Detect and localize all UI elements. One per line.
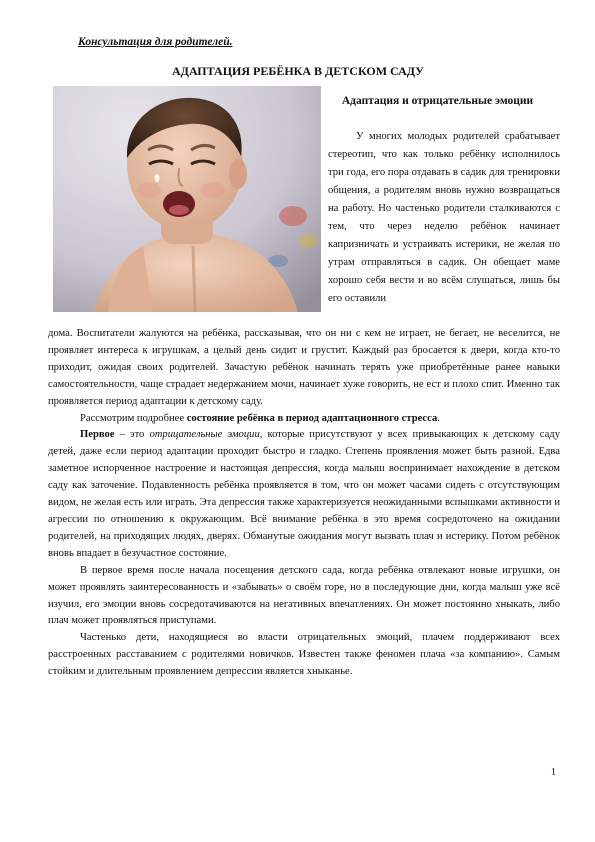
emotions-paragraph xyxy=(48,427,560,562)
crying-child-photo xyxy=(53,86,321,312)
emotions-text: , которые присутствуют у всех привыкающих к детскому саду детей, даже если период адаптации проходит быстро и гладко. Степень проявления может быть разной. Едва заметное испорченное настроение и настоящая депрессия, когда малыш воспринимает нахождение в детском саду как заточение. Подавленность ребёнка проявляется в том, что он может часами сидеть с отсутствующим видом, не желая есть или играть. Эта депрессия также характеризуется неожиданными вспышками активности и агрессии по отношению к окружающим. Всё внимание ребёнка в это время сосредоточено на ожидании родителей, на приходящих людях, дверях. Обманутые ожидания могут вызвать плач и истерику. Потом ребёнок вновь впадает в безучастное состояние. xyxy=(48,429,560,559)
section-title: Адаптация и отрицательные эмоции xyxy=(341,95,534,107)
intro-continuation: дома. Воспитатели жалуются на ребёнка, рассказывая, что он ни с кем не играет, не бегает, не веселится, не проявляет интереса к игрушкам, а целый день сидит и грустит. Каждый раз бросается к двери, когда кто-то приходит, ожидая своих родителей. Зачастую ребёнок начинать терять уже приобретённые ранее навыки самостоятельности, чаще страдает недержанием мочи, начинает хуже говорить, не ест и плохо спит. Именно так проявляется период адаптации к детскому саду. xyxy=(48,328,560,407)
crying-paragraph: Частенько дети, находящиеся во власти отрицательных эмоций, плачем поддерживают всех расстроенных расставанием с родителями новичков. Известен также феномен плача «за компанию». Самым стойким и длительным проявлением депрессии является хныканье. xyxy=(48,632,560,678)
stress-end: . xyxy=(437,412,440,424)
stress-bold: состояние ребёнка в период адаптационного стресса xyxy=(186,412,438,424)
negative-emotions: отрицательные эмоции xyxy=(149,429,260,441)
stress-paragraph xyxy=(48,411,560,428)
page-title: АДАПТАЦИЯ РЕБЁНКА В ДЕТСКОМ САДУ xyxy=(172,64,424,78)
stress-text: Рассмотрим подробнее xyxy=(80,412,187,424)
first-dash: – это xyxy=(114,429,150,441)
article-body xyxy=(48,326,560,681)
first-time-paragraph: В первое время после начала посещения детского сада, когда ребёнка отвлекают новые игрушки, он может проявлять заинтересованность и «забывать» о своём горе, но в последующие дни, когда малыш уже всё изучил, его эмоции вновь сосредотачиваются на негативных впечатлениях. Он может постоянно хныкать, либо плач может проявляться приступами. xyxy=(48,564,560,627)
first-lead: Первое xyxy=(80,429,115,441)
page-number: 1 xyxy=(551,767,556,778)
intro-paragraph: У многих молодых родителей срабатывает стереотип, что как только ребёнку исполнилось три года, его пора отдавать в садик для тренировки общения, а родителям вновь нужно возвращаться на работу. Но частенько родители сталкиваются с тем, что через неделю ребёнок начинает капризничать и устраивать истерики, не желая по утрам отправляться в садик. Он обещает маме хорошо себя вести и во всём слушаться, лишь бы его оставили xyxy=(328,131,560,304)
consultation-heading: Консультация для родителей. xyxy=(78,36,233,48)
